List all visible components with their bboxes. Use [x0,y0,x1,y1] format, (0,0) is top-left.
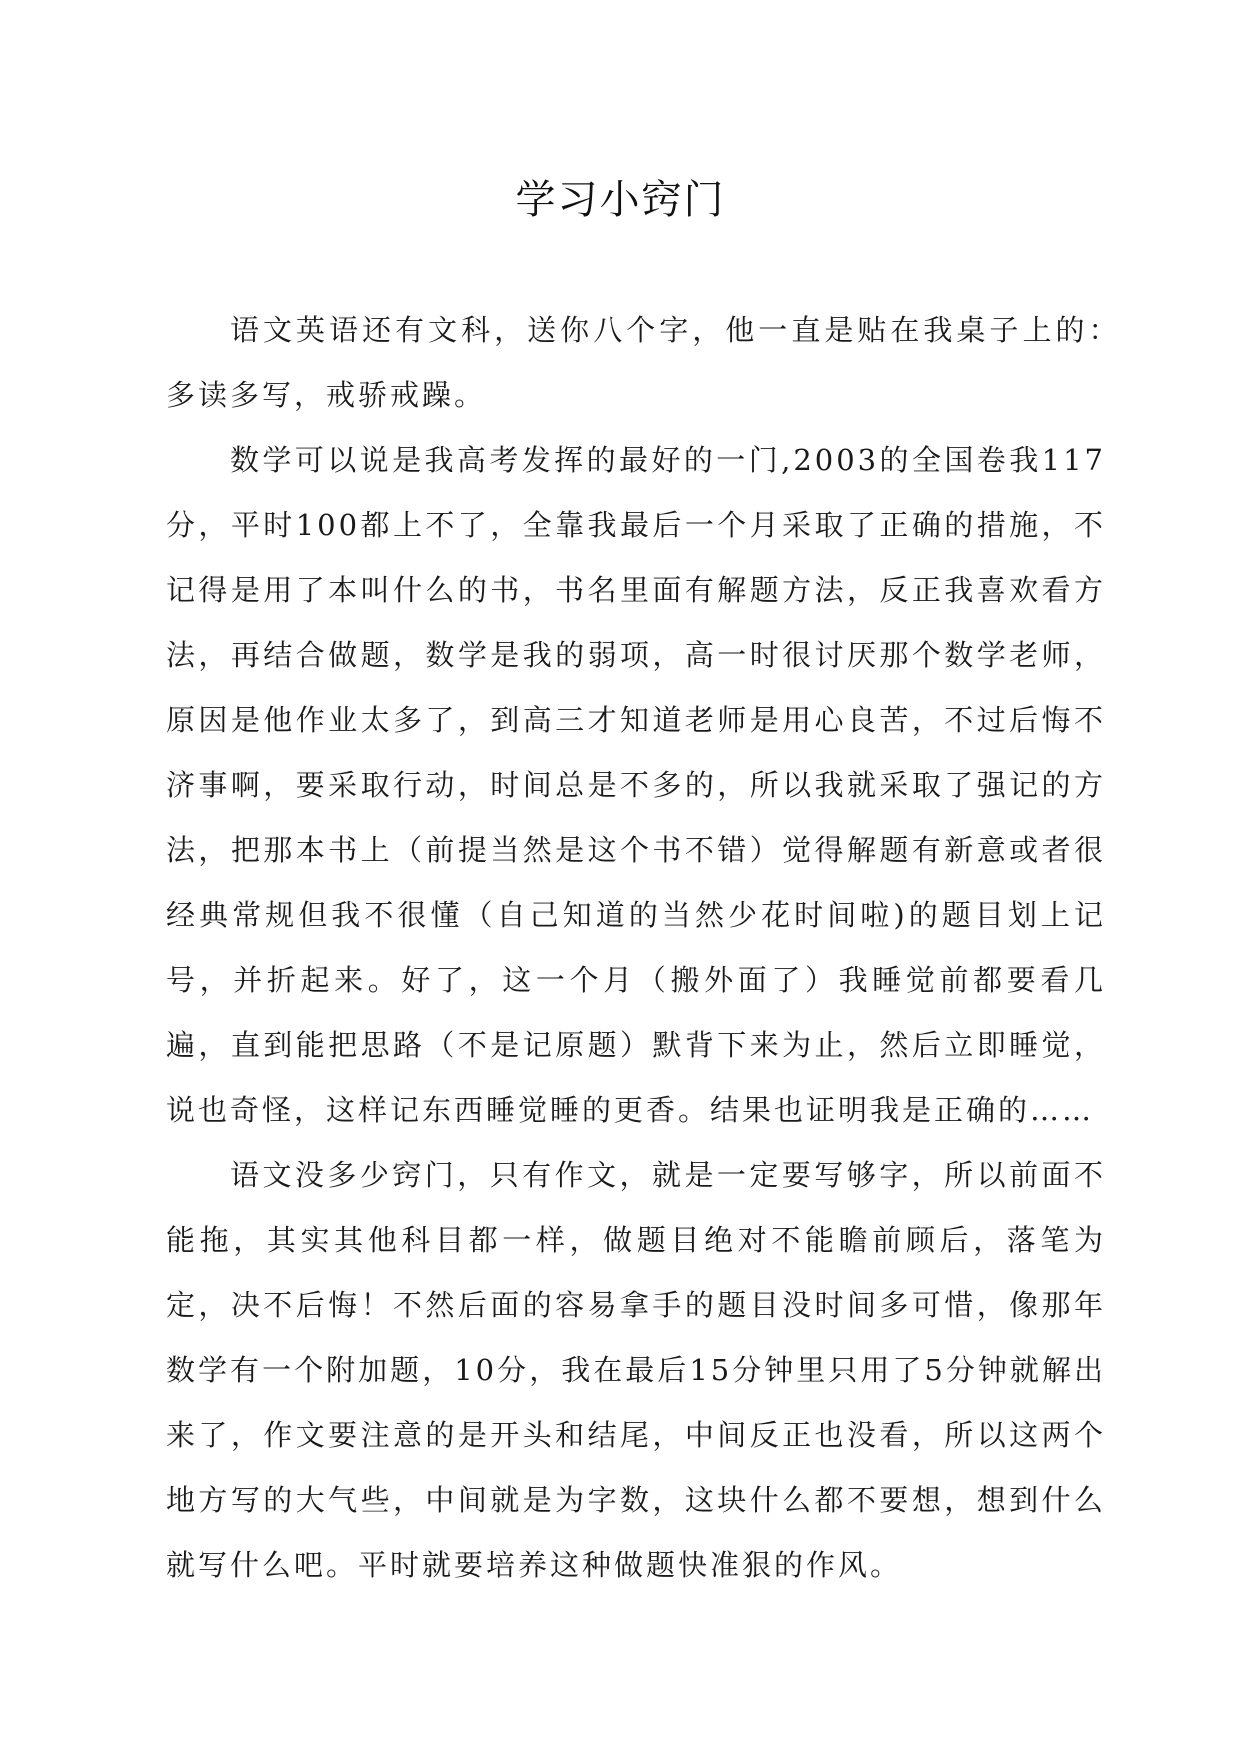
document-body [166,298,1139,1598]
paragraph-math-method: 数学可以说是我高考发挥的最好的一门,2003的全国卷我117分，平时100都上不了，全靠我最后一个月采取了正确的措施，不记得是用了本叫什么的书，书名里面有解题方法，反正我喜欢看方法，再结合做题，数学是我的弱项，高一时很讨厌那个数学老师，原因是他作业太多了，到高三才知道老师是用心良苦，不过后悔不济事啊，要采取行动，时间总是不多的，所以我就采取了强记的方法，把那本书上（前提当然是这个书不错）觉得解题有新意或者很经典常规但我不很懂（自己知道的当然少花时间啦)的题目划上记号，并折起来。好了，这一个月（搬外面了）我睡觉前都要看几遍，直到能把思路（不是记原题）默背下来为止，然后立即睡觉，说也奇怪，这样记东西睡觉睡的更香。结果也证明我是正确的…… [166,443,1106,1127]
paragraph-liberal-arts-advice: 语文英语还有文科，送你八个字，他一直是贴在我桌子上的： 多读多写，戒骄戒躁。 [166,313,1139,412]
document-title: 学习小窍门 [515,177,726,223]
paragraph-chinese-writing: 语文没多少窍门，只有作文，就是一定要写够字，所以前面不能拖，其实其他科目都一样，做题目绝对不能瞻前顾后，落笔为定，决不后悔！不然后面的容易拿手的题目没时间多可惜，像那年数学有一个附加题，10分，我在最后15分钟里只用了5分钟就解出来了，作文要注意的是开头和结尾，中间反正也没看，所以这两个地方写的大气些，中间就是为字数，这块什么都不要想，想到什么就写什么吧。平时就要培养这种做题快准狠的作风。 [166,1158,1106,1582]
